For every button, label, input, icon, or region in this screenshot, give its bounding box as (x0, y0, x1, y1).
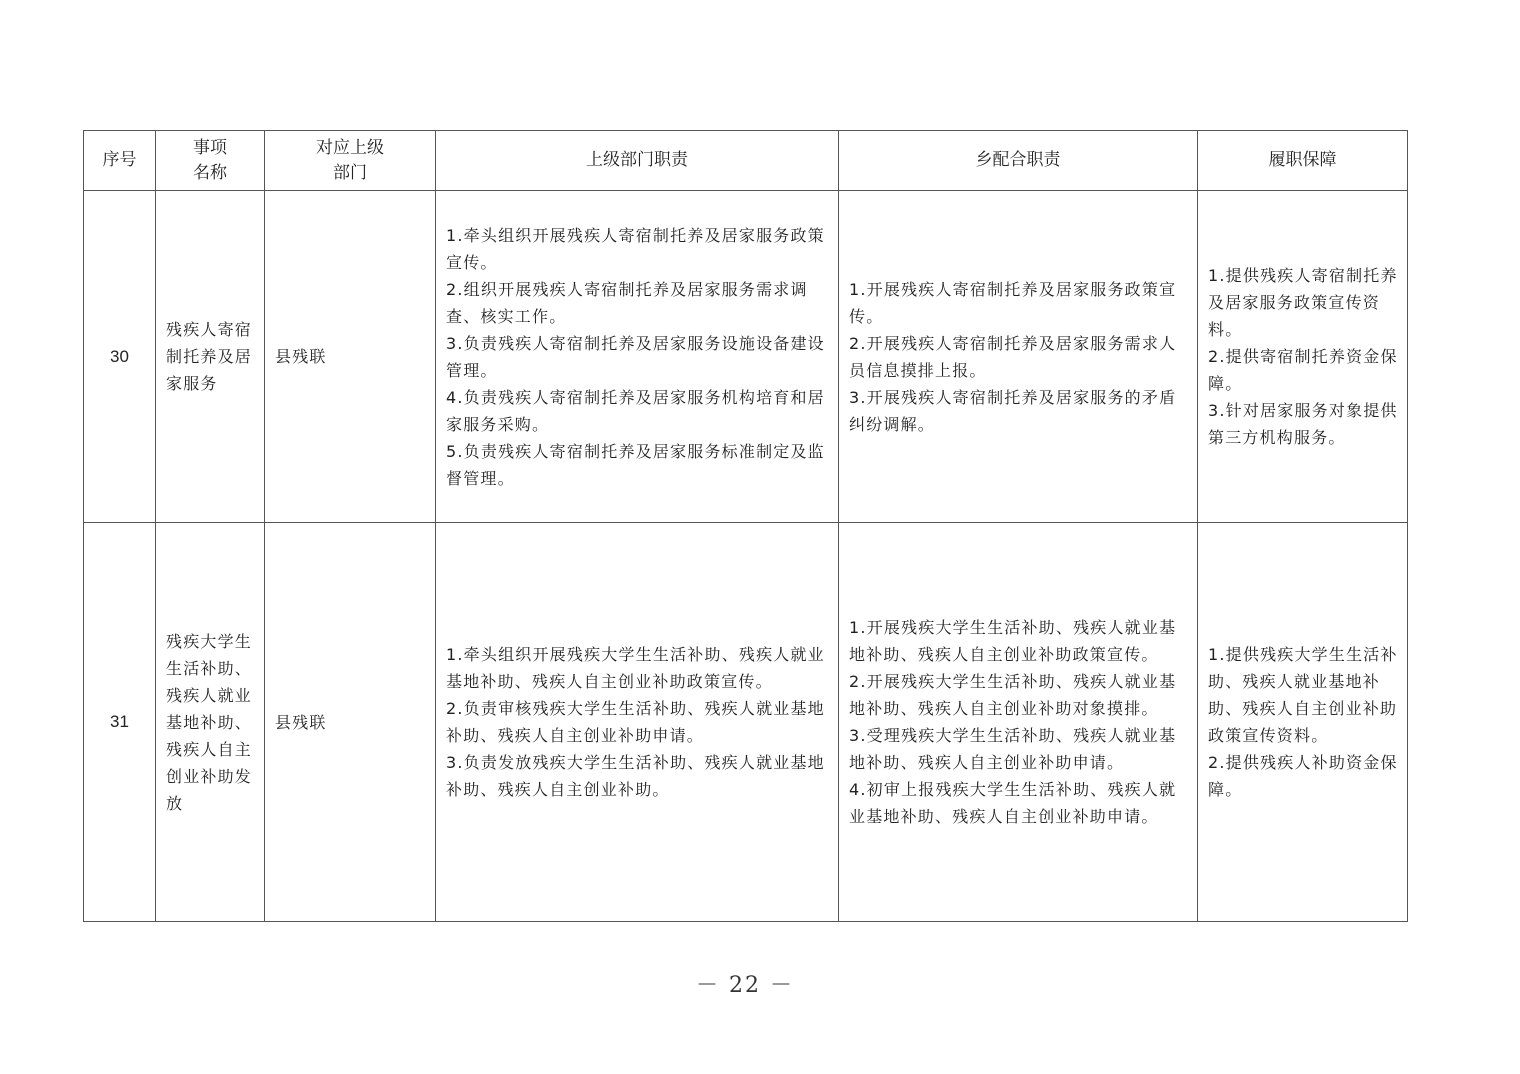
list-item: 5.负责残疾人寄宿制托养及居家服务标准制定及监督管理。 (446, 441, 825, 488)
row-item-name: 残疾人寄宿制托养及居家服务 (156, 191, 265, 523)
row-dept: 县残联 (265, 191, 436, 523)
row-dept: 县残联 (265, 523, 436, 922)
list-item: 2.负责审核残疾大学生生活补助、残疾人就业基地补助、残疾人自主创业补助申请。 (446, 699, 825, 745)
row-township-duty (839, 523, 1198, 922)
list-item: 2.组织开展残疾人寄宿制托养及居家服务需求调查、核实工作。 (446, 279, 808, 326)
list-item: 2.提供寄宿制托养资金保障。 (1208, 347, 1398, 393)
header-upper-duty: 上级部门职责 (436, 131, 839, 191)
header-item-name (156, 131, 265, 191)
list-item: 4.初审上报残疾大学生生活补助、残疾人就业基地补助、残疾人自主创业补助申请。 (849, 780, 1177, 826)
header-no: 序号 (84, 131, 156, 191)
list-item: 2.开展残疾人寄宿制托养及居家服务需求人员信息摸排上报。 (849, 333, 1177, 380)
township-duty-list (849, 614, 1191, 830)
table-row (84, 191, 1408, 523)
guarantee-list (1208, 262, 1401, 451)
table-header-row (84, 131, 1408, 191)
list-item: 1.提供残疾人寄宿制托养及居家服务政策宣传资料。 (1208, 266, 1398, 339)
row-upper-duty (436, 523, 839, 922)
list-item: 3.受理残疾大学生生活补助、残疾人就业基地补助、残疾人自主创业补助申请。 (849, 726, 1177, 772)
duty-table (83, 130, 1408, 922)
page-number: － 22 － (696, 973, 794, 998)
header-item-name-line2: 名称 (193, 162, 227, 183)
upper-duty-list (446, 222, 832, 492)
header-guarantee: 履职保障 (1198, 131, 1408, 191)
list-item: 1.开展残疾人寄宿制托养及居家服务政策宣传。 (849, 279, 1177, 326)
row-no: 31 (84, 523, 156, 922)
list-item: 2.提供残疾人补助资金保障。 (1208, 753, 1398, 799)
list-item: 1.牵头组织开展残疾大学生生活补助、残疾人就业基地补助、残疾人自主创业补助政策宣传。 (446, 645, 825, 691)
list-item: 3.开展残疾人寄宿制托养及居家服务的矛盾纠纷调解。 (849, 387, 1177, 434)
row-item-name: 残疾大学生生活补助、残疾人就业基地补助、残疾人自主创业补助发放 (156, 523, 265, 922)
list-item: 1.开展残疾大学生生活补助、残疾人就业基地补助、残疾人自主创业补助政策宣传。 (849, 618, 1177, 664)
row-no: 30 (84, 191, 156, 523)
table-row (84, 523, 1408, 922)
header-item-name-line1: 事项 (193, 137, 227, 158)
row-guarantee (1198, 191, 1408, 523)
header-upper-dept (265, 131, 436, 191)
row-upper-duty (436, 191, 839, 523)
upper-duty-list (446, 641, 832, 803)
list-item: 3.针对居家服务对象提供第三方机构服务。 (1208, 401, 1398, 447)
list-item: 4.负责残疾人寄宿制托养及居家服务机构培育和居家服务采购。 (446, 387, 825, 434)
row-township-duty (839, 191, 1198, 523)
list-item: 1.提供残疾大学生生活补助、残疾人就业基地补助、残疾人自主创业补助政策宣传资料。 (1208, 645, 1398, 745)
list-item: 2.开展残疾大学生生活补助、残疾人就业基地补助、残疾人自主创业补助对象摸排。 (849, 672, 1177, 718)
header-upper-dept-line2: 部门 (333, 162, 367, 183)
row-guarantee (1198, 523, 1408, 922)
header-township-duty: 乡配合职责 (839, 131, 1198, 191)
list-item: 1.牵头组织开展残疾人寄宿制托养及居家服务政策宣传。 (446, 225, 825, 272)
header-upper-dept-line1: 对应上级 (316, 137, 384, 158)
list-item: 3.负责残疾人寄宿制托养及居家服务设施设备建设管理。 (446, 333, 825, 380)
list-item: 3.负责发放残疾大学生生活补助、残疾人就业基地补助、残疾人自主创业补助。 (446, 753, 825, 799)
township-duty-list (849, 276, 1191, 438)
guarantee-list (1208, 641, 1401, 803)
